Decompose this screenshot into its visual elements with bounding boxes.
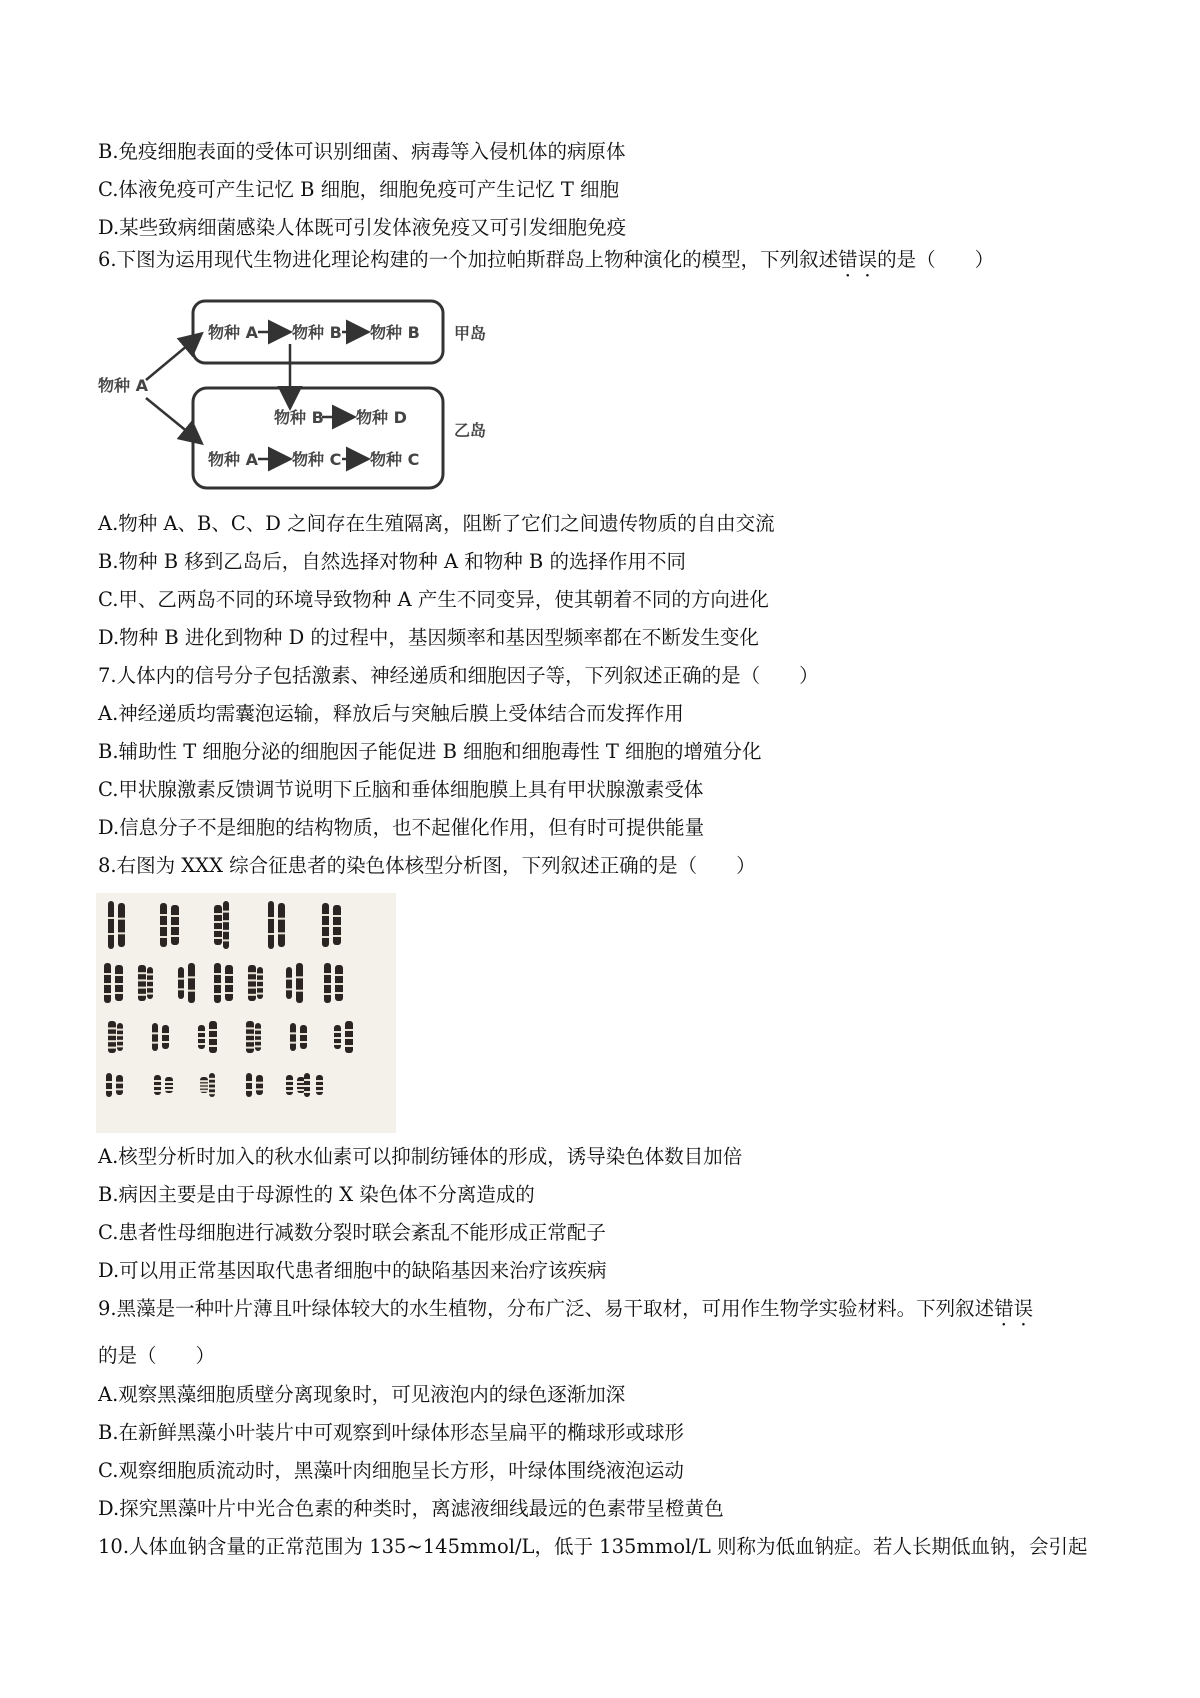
q9-option-a: A.观察黑藻细胞质壁分离现象时，可见液泡内的绿色逐渐加深: [98, 1383, 626, 1406]
chromosome-pair: [246, 1021, 261, 1053]
q6-option-a: A.物种 A、B、C、D 之间存在生殖隔离，阻断了它们之间遗传物质的自由交流: [98, 512, 775, 535]
q6-stem-pre: 6.下图为运用现代生物进化理论构建的一个加拉帕斯群岛上物种演化的模型，下列叙述: [98, 248, 839, 271]
q7-option-b: B.辅助性 T 细胞分泌的细胞因子能促进 B 细胞和细胞毒性 T 细胞的增殖分化: [98, 740, 762, 763]
q8-option-c: C.患者性母细胞进行减数分裂时联会紊乱不能形成正常配子: [98, 1221, 606, 1244]
q7-option-c: C.甲状腺激素反馈调节说明下丘脑和垂体细胞膜上具有甲状腺激素受体: [98, 778, 704, 801]
q8-stem: 8.右图为 XXX 综合征患者的染色体核型分析图，下列叙述正确的是（ ）: [98, 854, 756, 877]
q6-option-d: D.物种 B 进化到物种 D 的过程中，基因频率和基因型频率都在不断发生变化: [98, 626, 759, 649]
chromosome-pair: [108, 1021, 123, 1053]
q5-option-b: B.免疫细胞表面的受体可识别细菌、病毒等入侵机体的病原体: [98, 140, 626, 163]
q6-emph-1: 错: [838, 248, 858, 271]
island2-top-species-1: 物种 B: [274, 408, 324, 427]
q10-stem: 10.人体血钠含量的正常范围为 135~145mmol/L，低于 135mmol/L 则称为低血钠症。若人长期低血钠，会引起: [98, 1535, 1088, 1558]
karyotype-background: [96, 893, 396, 1133]
chromosome-pair: [286, 1073, 323, 1097]
arrow-start-to-island1: [146, 335, 200, 380]
island1-species-2: 物种 B: [292, 323, 342, 342]
island2-top-species-2: 物种 D: [356, 408, 407, 427]
q7-option-a: A.神经递质均需囊泡运输，释放后与突触后膜上受体结合而发挥作用: [98, 702, 684, 725]
q5-option-c: C.体液免疫可产生记忆 B 细胞，细胞免疫可产生记忆 T 细胞: [98, 178, 620, 201]
q8-option-a: A.核型分析时加入的秋水仙素可以抑制纺锤体的形成，诱导染色体数目加倍: [98, 1145, 743, 1168]
q9-emph-1: 错: [994, 1297, 1014, 1320]
q6-option-c: C.甲、乙两岛不同的环境导致物种 A 产生不同变异，使其朝着不同的方向进化: [98, 588, 769, 611]
island2-bottom-species-3: 物种 C: [370, 450, 420, 469]
q9-stem-line1: [98, 1295, 1033, 1323]
evolution-diagram: [96, 290, 536, 500]
q7-option-d: D.信息分子不是细胞的结构物质，也不起催化作用，但有时可提供能量: [98, 816, 705, 839]
island1-species-1: 物种 A: [208, 323, 258, 342]
q9-option-d: D.探究黑藻叶片中光合色素的种类时，离滤液细线最远的色素带呈橙黄色: [98, 1497, 724, 1520]
q9-stem-line2: 的是（ ）: [98, 1344, 216, 1367]
island1-label: 甲岛: [454, 324, 487, 343]
chromosome-pair: [248, 965, 263, 1001]
island2-label: 乙岛: [454, 421, 487, 440]
island2-bottom-species-2: 物种 C: [292, 450, 342, 469]
q9-option-b: B.在新鲜黑藻小叶装片中可观察到叶绿体形态呈扁平的椭球形或球形: [98, 1421, 685, 1444]
start-species-label: 物种 A: [98, 376, 148, 395]
q6-emph-2: 误: [857, 248, 878, 271]
q8-option-d: D.可以用正常基因取代患者细胞中的缺陷基因来治疗该疾病: [98, 1259, 607, 1282]
q9-option-c: C.观察细胞质流动时，黑藻叶肉细胞呈长方形，叶绿体围绕液泡运动: [98, 1459, 684, 1482]
chromosome-pair: [138, 965, 153, 1001]
island2-bottom-species-1: 物种 A: [208, 450, 258, 469]
karyotype-image: [96, 893, 396, 1133]
q6-stem: [98, 246, 994, 274]
chromosome-pair: [214, 901, 229, 949]
q6-option-b: B.物种 B 移到乙岛后，自然选择对物种 A 和物种 B 的选择作用不同: [98, 550, 686, 573]
q9-emph-2: 误: [1013, 1297, 1034, 1320]
island-2-box: [193, 388, 443, 488]
q5-option-d: D.某些致病细菌感染人体既可引发体液免疫又可引发细胞免疫: [98, 216, 627, 239]
q7-stem: 7.人体内的信号分子包括激素、神经递质和细胞因子等，下列叙述正确的是（ ）: [98, 664, 819, 687]
q9-stem-pre: 9.黑藻是一种叶片薄且叶绿体较大的水生植物，分布广泛、易干取材，可用作生物学实验材料。下列叙述: [98, 1297, 995, 1320]
q6-stem-post: 的是（ ）: [877, 248, 995, 271]
island1-species-3: 物种 B: [370, 323, 420, 342]
q8-option-b: B.病因主要是由于母源性的 X 染色体不分离造成的: [98, 1183, 535, 1206]
